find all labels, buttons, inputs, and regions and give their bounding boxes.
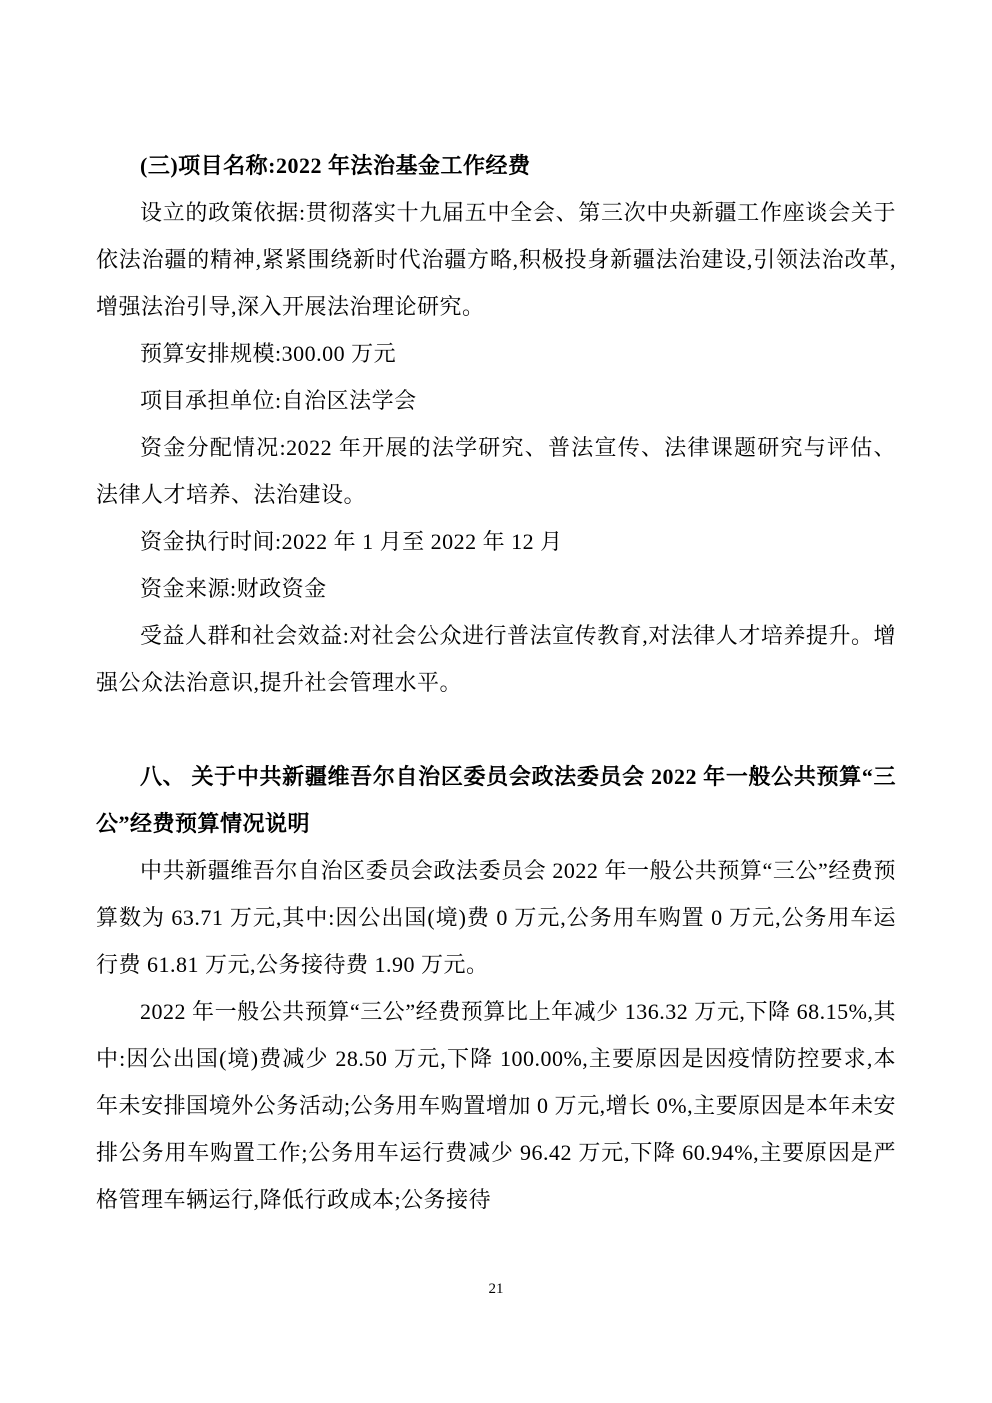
section-eight-heading: 八、 关于中共新疆维吾尔自治区委员会政法委员会 2022 年一般公共预算“三公”经费预算情况说明: [96, 764, 896, 836]
project-name-heading: (三)项目名称:2022 年法治基金工作经费: [140, 153, 531, 178]
fund-execution-time-paragraph: 资金执行时间:2022 年 1 月至 2022 年 12 月: [140, 529, 563, 554]
three-public-change-paragraph: 2022 年一般公共预算“三公”经费预算比上年减少 136.32 万元,下降 68.15%,其中:因公出国(境)费减少 28.50 万元,下降 100.00%,主要原因是因疫情防控要求,本年未安排国境外公务活动;公务用车购置增加 0 万元,增长 0%,主要原因是本年未安排公务用车购置工作;公务用车运行费减少 96.42 万元,下降 60.94%,主要原因是严格管理车辆运行,降低行政成本;公务接待: [96, 999, 896, 1212]
beneficiaries-paragraph: 受益人群和社会效益:对社会公众进行普法宣传教育,对法律人才培养提升。增强公众法治意识,提升社会管理水平。: [96, 623, 896, 695]
document-body: [96, 142, 896, 1223]
policy-basis-paragraph: 设立的政策依据:贯彻落实十九届五中全会、第三次中央新疆工作座谈会关于依法治疆的精神,紧紧围绕新时代治疆方略,积极投身新疆法治建设,引领法治改革,增强法治引导,深入开展法治理论研究。: [96, 200, 896, 319]
page-number: 21: [488, 1281, 504, 1297]
budget-scale-paragraph: 预算安排规模:300.00 万元: [140, 341, 397, 366]
undertaking-unit-paragraph: 项目承担单位:自治区法学会: [140, 388, 417, 413]
fund-allocation-paragraph: 资金分配情况:2022 年开展的法学研究、普法宣传、法律课题研究与评估、法律人才培养、法治建设。: [96, 435, 896, 507]
fund-source-paragraph: 资金来源:财政资金: [140, 576, 327, 601]
section-gap: [96, 706, 896, 753]
three-public-budget-paragraph: 中共新疆维吾尔自治区委员会政法委员会 2022 年一般公共预算“三公”经费预算数为 63.71 万元,其中:因公出国(境)费 0 万元,公务用车购置 0 万元,公务用车运行费 61.81 万元,公务接待费 1.90 万元。: [96, 858, 896, 977]
